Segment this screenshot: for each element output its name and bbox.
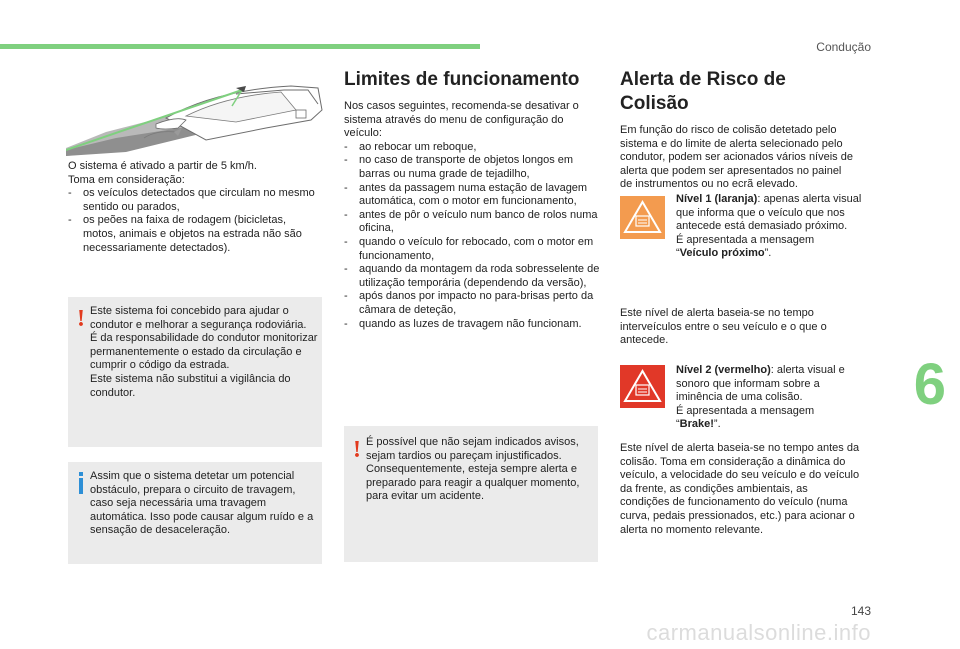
level2-explanation bbox=[620, 442, 860, 537]
watermark: carmanualsonline.info bbox=[646, 620, 871, 645]
list-item: - quando o veículo for rebocado, com o motor em funcionamento, bbox=[344, 236, 600, 263]
warning-text: É da responsabilidade do condutor monitorizar permanentemente o estado da circulação e cumprir o código da estrada. bbox=[90, 332, 318, 372]
list-item: - ao rebocar um reboque, bbox=[344, 141, 600, 155]
info-box bbox=[68, 462, 322, 564]
chapter-number: 6 bbox=[913, 352, 946, 417]
collision-alert-title: Alerta de Risco de Colisão bbox=[620, 69, 786, 114]
page-number: 143 bbox=[850, 604, 871, 618]
level1-message: Veículo próximo bbox=[679, 247, 765, 260]
consider-heading: Toma em consideração: bbox=[68, 173, 185, 186]
list-item: - quando as luzes de travagem não funcionam. bbox=[344, 318, 600, 332]
level2-message-intro: É apresentada a mensagem bbox=[676, 404, 815, 417]
limits-intro: Nos casos seguintes, recomenda-se desativar o sistema através do menu de configuração do veículo: bbox=[344, 100, 579, 140]
level1-explanation bbox=[620, 307, 856, 348]
warning-text: É possível que não sejam indicados avisos, sejam tardios ou pareçam injustificados. bbox=[366, 436, 579, 462]
list-item: - após danos por impacto no para-brisas perto da câmara de deteção, bbox=[344, 290, 600, 317]
warning-icon: ! bbox=[353, 437, 361, 463]
header-accent-bar bbox=[0, 44, 480, 49]
level1-message-intro: É apresentada a mensagem bbox=[676, 233, 815, 246]
warning-text: Este sistema não substitui a vigilância do condutor. bbox=[90, 372, 291, 399]
warning-box bbox=[344, 426, 598, 562]
warning-box bbox=[68, 297, 322, 447]
middle-column bbox=[344, 68, 600, 331]
level2-description: Nível 2 (vermelho): alerta visual e sonoro que informam sobre a iminência de uma colisão. É apresentada a mensagem “Brake!”. bbox=[676, 364, 862, 432]
list-item: - aquando da montagem da roda sobresselente de utilização temporária (dependendo da versão), bbox=[344, 263, 600, 290]
list-item: - antes da passagem numa estação de lavagem automática, com o motor em funcionamento, bbox=[344, 182, 600, 209]
info-icon bbox=[76, 472, 86, 493]
limits-title: Limites de funcionamento bbox=[344, 69, 580, 90]
list-item: - no caso de transporte de objetos longos em barras ou numa grade de tejadilho, bbox=[344, 154, 600, 181]
level1-description: Nível 1 (laranja): apenas alerta visual que informa que o veículo que nos antecede está demasiado próximo. É apresentada a mensagem “Veículo próximo”. bbox=[676, 193, 862, 260]
section-title: Condução bbox=[816, 40, 871, 54]
list-item: - os veículos detectados que circulam no mesmo sentido ou parados, bbox=[68, 187, 320, 214]
collision-intro: Em função do risco de colisão detetado pelo sistema e do limite de alerta selecionado pelo condutor, podem ser acionados vários níveis de alerta que podem ser apresentados no painel de instrumentos ou no ecrã elevado. bbox=[620, 124, 853, 191]
level2-label: Nível 2 (vermelho) bbox=[676, 364, 771, 376]
activation-speed-text: O sistema é ativado a partir de 5 km/h. bbox=[68, 160, 257, 172]
level2-after-text: Este nível de alerta baseia-se no tempo antes da colisão. Toma em consideração a dinâmica do veículo, a velocidade do seu veículo e do veículo da frente, as condições ambientais, as condições de funcionamento do veículo (numa curva, pedais pressionados, etc.) para acionar o alerta no momento relevante. bbox=[620, 442, 860, 536]
level2-message: Brake! bbox=[679, 418, 714, 431]
left-column-text bbox=[68, 160, 320, 255]
level1-alert-icon bbox=[620, 196, 665, 239]
info-text: Assim que o sistema detetar um potencial obstáculo, prepara o circuito de travagem, caso seja necessária uma travagem automática. Isso pode causar algum ruído e a sensação de desaceleração. bbox=[90, 470, 314, 537]
warning-text: Este sistema foi concebido para ajudar o condutor e melhorar a segurança rodoviária. bbox=[90, 305, 307, 331]
detected-list bbox=[68, 187, 320, 255]
level1-after-text: Este nível de alerta baseia-se no tempo interveículos entre o seu veículo e o que o antecede. bbox=[620, 307, 827, 347]
level1-label: Nível 1 (laranja) bbox=[676, 193, 758, 205]
level2-alert-icon bbox=[620, 365, 665, 408]
limits-list bbox=[344, 141, 600, 331]
level1-text: : apenas alerta visual que informa que o veículo que nos antecede está demasiado próximo. bbox=[676, 193, 862, 233]
windscreen-camera-illustration bbox=[66, 80, 324, 156]
list-item: - antes de pôr o veículo num banco de rolos numa oficina, bbox=[344, 209, 600, 236]
level2-text: : alerta visual e sonoro que informam sobre a iminência de uma colisão. bbox=[676, 364, 845, 404]
list-item: - os peões na faixa de rodagem (bicicletas, motos, animais e objetos na estrada não são necessariamente detectados). bbox=[68, 214, 320, 255]
warning-text: Consequentemente, esteja sempre alerta e preparado para reagir a qualquer momento, para evitar um acidente. bbox=[366, 463, 580, 503]
right-column bbox=[620, 68, 856, 192]
warning-icon: ! bbox=[77, 306, 85, 332]
